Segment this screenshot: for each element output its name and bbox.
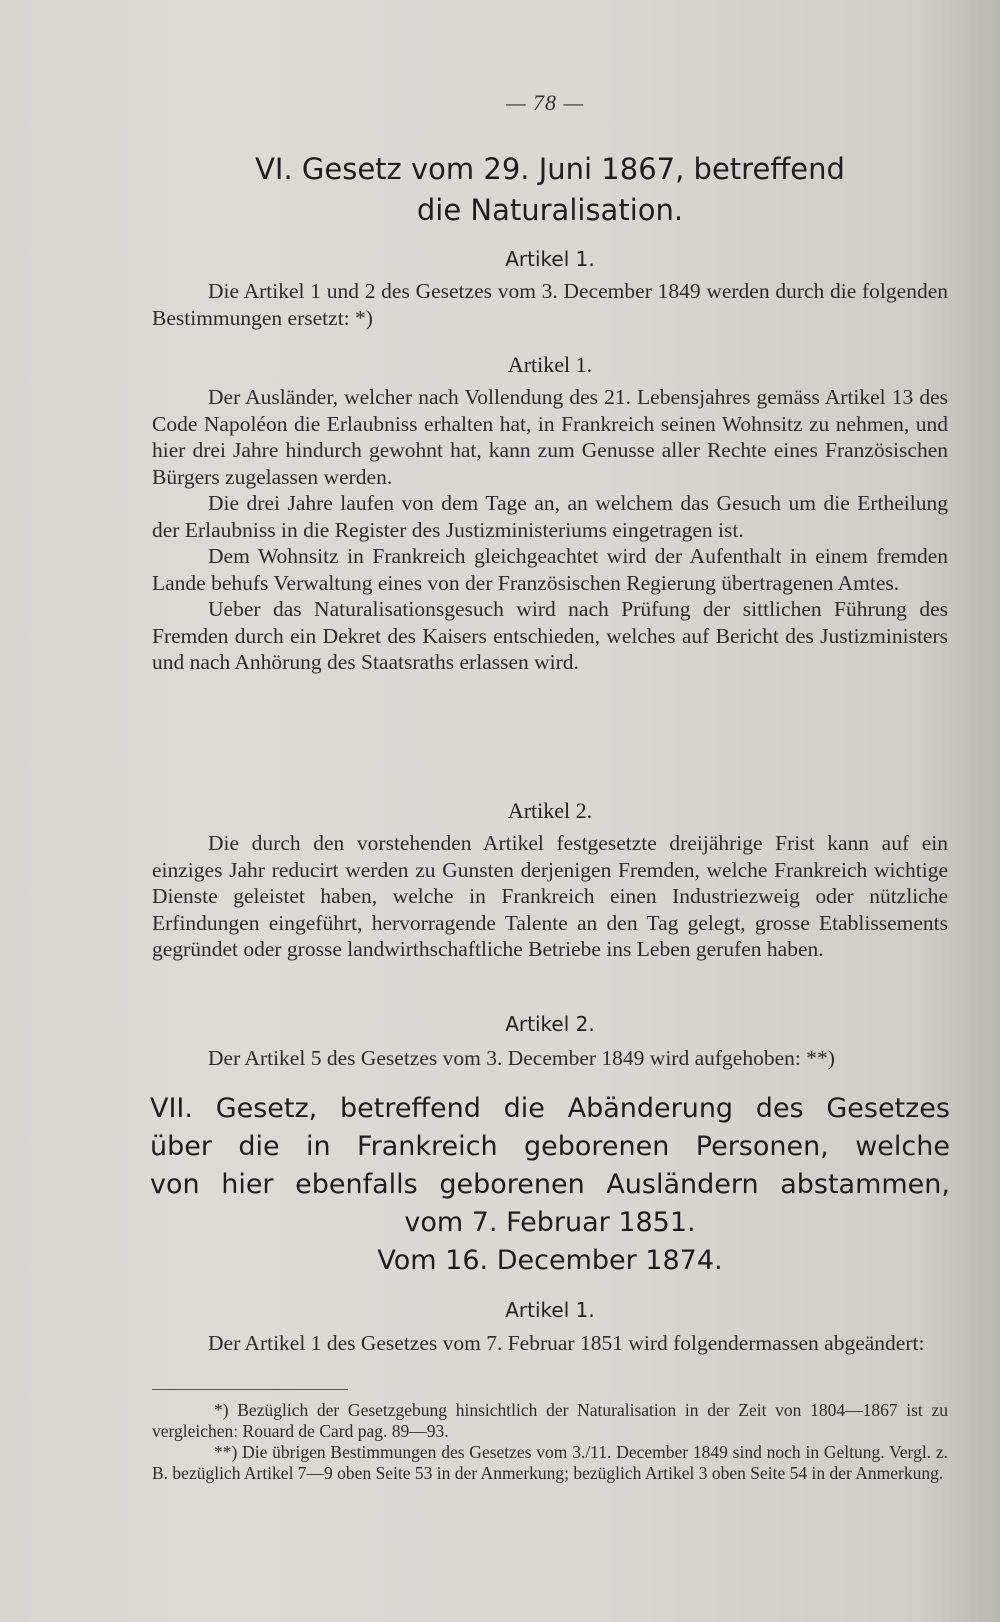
inner-artikel1-body (152, 384, 948, 676)
footnotes (152, 1400, 948, 1484)
section7-title (150, 1090, 950, 1280)
section7-title-line: vom 7. Februar 1851. (404, 1207, 696, 1238)
section7-title-line: VII. Gesetz, betreffend die Abänderung des Gesetzes (150, 1093, 950, 1124)
paragraph: Der Artikel 5 des Gesetzes vom 3. December 1849 wird aufgehoben: **) (208, 1046, 835, 1070)
section7-title-line: von hier ebenfalls geborenen Ausländern abstammen, (150, 1169, 950, 1200)
footnote: *) Bezüglich der Gesetzgebung hinsichtlich der Naturalisation in der Zeit von 1804—1867 ist zu vergleichen: Rouard de Card pag. 89—93. (152, 1400, 948, 1441)
paragraph: Die drei Jahre laufen von dem Tage an, an welchem das Gesuch um die Ertheilung der Erlaubniss in die Register des Justizministeriums eingetragen ist. (152, 491, 948, 542)
paragraph: Der Ausländer, welcher nach Vollendung des 21. Lebensjahres gemäss Artikel 13 des Code Napoléon die Erlaubniss erhalten hat, in Frankreich seinen Wohnsitz zu nehmen, und hier drei Jahre hindurch gewohnt hat, kann zum Genusse aller Rechte eines Französischen Bürgers zugelassen werden. (152, 385, 948, 489)
section6-title-line2: die Naturalisation. (416, 193, 684, 227)
paragraph: Der Artikel 1 des Gesetzes vom 7. Februar 1851 wird folgendermassen abgeändert: (208, 1331, 925, 1355)
section6-artikel1-heading: Artikel 1. (505, 247, 595, 271)
section7-artikel1-body (152, 1330, 948, 1357)
inner-artikel2-heading: Artikel 2. (507, 798, 593, 823)
paragraph: Die durch den vorstehenden Artikel festgesetzte dreijährige Frist kann auf ein einziges Jahr reducirt werden zu Gunsten derjenigen Fremden, welche Frankreich wichtige Dienste geleistet haben, welche in Frankreich einen Industriezweig oder nützliche Erfindungen eingeführt, hervorragende Talente an den Tag gelegt, grosse Etablissements gegründet oder grosse landwirthschaftliche Betriebe ins Leben gerufen haben. (152, 831, 948, 961)
paragraph: Die Artikel 1 und 2 des Gesetzes vom 3. December 1849 werden durch die folgenden Bestimmungen ersetzt: *) (152, 279, 948, 330)
footnote: **) Die übrigen Bestimmungen des Gesetzes vom 3./11. December 1849 sind noch in Geltung. Vergl. z. B. bezüglich Artikel 7—9 oben Seite 53 in der Anmerkung; bezüglich Artikel 3 oben Seite 54 in der Anmerkung. (152, 1442, 948, 1483)
paragraph: Ueber das Naturalisationsgesuch wird nach Prüfung der sittlichen Führung des Fremden durch ein Dekret des Kaisers entschieden, welches auf Bericht des Justizministers und nach Anhörung des Staatsraths erlassen wird. (152, 597, 948, 674)
inner-artikel1-heading: Artikel 1. (507, 352, 593, 377)
footnote-divider (152, 1389, 348, 1390)
section7-title-line: über die in Frankreich geborenen Personen, welche (150, 1131, 950, 1162)
section6-artikel1-text (152, 278, 948, 331)
section6-title-line1: VI. Gesetz vom 29. Juni 1867, betreffend (255, 152, 845, 186)
section6-artikel2-body (152, 1045, 948, 1072)
page-number: — 78 — (505, 90, 585, 115)
paragraph: Dem Wohnsitz in Frankreich gleichgeachtet wird der Aufenthalt in einem fremden Lande behufs Verwaltung eines von der Französischen Regierung übertragenen Amtes. (152, 544, 948, 595)
inner-artikel2-body (152, 830, 948, 963)
section7-artikel1-heading: Artikel 1. (505, 1298, 595, 1322)
section7-date: Vom 16. December 1874. (377, 1245, 723, 1276)
section6-artikel2-heading: Artikel 2. (505, 1012, 595, 1036)
